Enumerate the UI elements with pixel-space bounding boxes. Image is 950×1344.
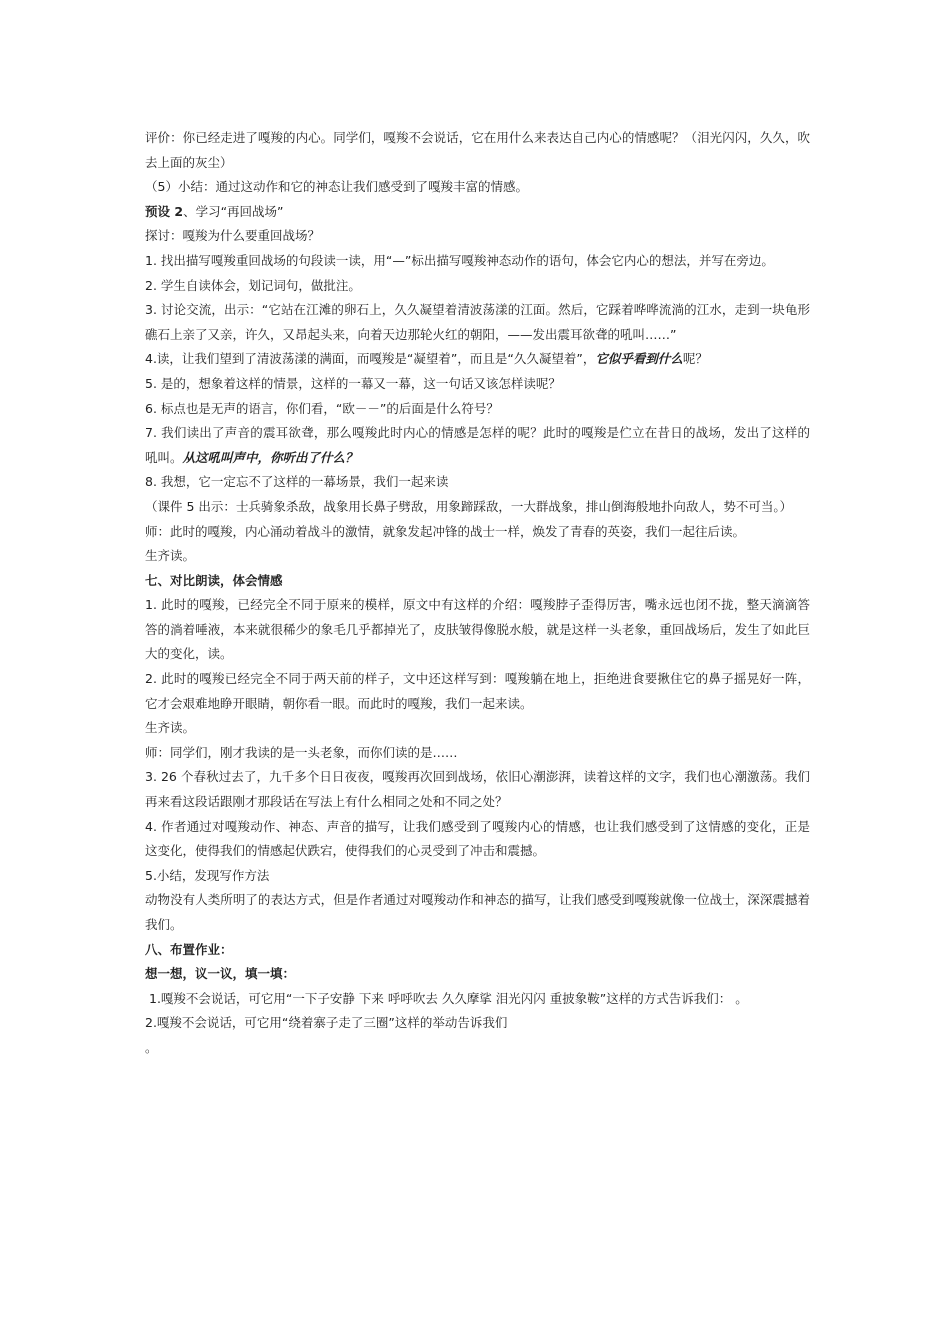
paragraph bbox=[145, 175, 810, 200]
paragraph bbox=[145, 667, 810, 716]
text-run: （课件 5 出示：士兵骑象杀敌，战象用长鼻子劈敌，用象蹄踩敌，一大群战象，排山倒海般地扑向敌人，势不可当。） bbox=[145, 498, 793, 514]
paragraph bbox=[145, 716, 810, 741]
paragraph bbox=[145, 470, 810, 495]
paragraph bbox=[145, 864, 810, 889]
paragraph bbox=[145, 274, 810, 299]
emphasis-text: 从这吼叫声中，你听出了什么？ bbox=[182, 449, 358, 465]
text-run: 4.读，让我们望到了清波荡漾的满面，而嘎羧是“凝望着”，而且是“久久凝望着”， bbox=[145, 351, 596, 367]
paragraph bbox=[145, 1036, 810, 1061]
paragraph bbox=[145, 298, 810, 347]
text-run: 1. 此时的嘎羧，已经完全不同于原来的模样，原文中有这样的介绍：嘎羧脖子歪得厉害，嘴永远也闭不拢，整天滴滴答答的淌着唾液，本来就很稀少的象毛几乎都掉光了，皮肤皱得像脱水般，就是这样一头老象，重回战场后，发生了如此巨大的变化，读。 bbox=[145, 597, 810, 662]
paragraph bbox=[145, 593, 810, 667]
text-run: 。 bbox=[145, 1039, 158, 1055]
text-run: 4. 作者通过对嘎羧动作、神态、声音的描写，让我们感受到了嘎羧内心的情感，也让我们感受到了这情感的变化，正是这变化，使得我们的情感起伏跌宕，使得我们的心灵受到了冲击和震撼。 bbox=[145, 818, 810, 859]
text-run: 3. 讨论交流，出示：“它站在江滩的卵石上，久久凝望着清波荡漾的江面。然后，它踩着哗哗流淌的江水，走到一块龟形礁石上亲了又亲，许久，又昂起头来，向着天边那轮火红的朝阳，——发出震耳欲聋的吼叫……” bbox=[145, 302, 810, 342]
emphasis-text: 七、对比朗读，体会情感 bbox=[145, 572, 283, 588]
paragraph bbox=[145, 200, 810, 225]
text-run: 动物没有人类所明了的表达方式，但是作者通过对嘎羧动作和神态的描写，让我们感受到嘎羧就像一位战士，深深震撼着我们。 bbox=[145, 892, 810, 932]
text-run: （5）小结：通过这动作和它的神态让我们感受到了嘎羧丰富的情感。 bbox=[145, 179, 528, 195]
emphasis-text: 它似乎看到什么 bbox=[595, 351, 683, 367]
text-run: 师：此时的嘎羧，内心涌动着战斗的激情，就象发起冲锋的战士一样，焕发了青春的英姿，我们一起往后读。 bbox=[145, 523, 746, 539]
text-run: 1.嘎羧不会说话，可它用“一下子安静 下来 呼呼吹去 久久摩挲 泪光闪闪 重披象鞍”这样的方式告诉我们： 。 bbox=[149, 990, 748, 1006]
paragraph bbox=[145, 888, 810, 937]
text-run: 2. 学生自读体会，划记词句，做批注。 bbox=[145, 277, 361, 293]
paragraph bbox=[145, 347, 810, 372]
text-run: 6. 标点也是无声的语言，你们看，“欧－－”的后面是什么符号？ bbox=[145, 400, 499, 416]
paragraph bbox=[145, 765, 810, 814]
emphasis-text: 想一想，议一议，填一填： bbox=[145, 966, 296, 982]
paragraph bbox=[145, 1011, 810, 1036]
text-run: 5. 是的，想象着这样的情景，这样的一幕又一幕，这一句话又该怎样读呢？ bbox=[145, 375, 561, 391]
paragraph bbox=[145, 126, 810, 175]
text-run: 探讨：嘎羧为什么要重回战场？ bbox=[145, 228, 321, 244]
paragraph bbox=[145, 987, 810, 1012]
paragraph bbox=[145, 520, 810, 545]
text-run: 师：同学们，刚才我读的是一头老象，而你们读的是…… bbox=[145, 744, 458, 760]
emphasis-text: 八、布置作业： bbox=[145, 941, 233, 957]
text-run: 呢？ bbox=[682, 351, 708, 367]
text-run: 生齐读。 bbox=[145, 548, 196, 564]
paragraph bbox=[145, 397, 810, 422]
emphasis-text: 预设 2 bbox=[145, 203, 184, 219]
paragraph bbox=[145, 815, 810, 864]
text-run: 、学习“再回战场” bbox=[183, 203, 284, 219]
text-run: 生齐读。 bbox=[145, 720, 196, 736]
text-run: 2.嘎羧不会说话，可它用“绕着寨子走了三圈”这样的举动告诉我们 bbox=[145, 1015, 508, 1031]
document-body bbox=[145, 126, 810, 1061]
text-run: 1. 找出描写嘎羧重回战场的句段读一读，用“—”标出描写嘎羧神态动作的语句，体会它内心的想法，并写在旁边。 bbox=[145, 252, 774, 268]
paragraph bbox=[145, 495, 810, 520]
text-run: 3. 26 个春秋过去了，九千多个日日夜夜，嘎羧再次回到战场，依旧心潮澎湃，读着这样的文字，我们也心潮激荡。我们再来看这段话跟刚才那段话在写法上有什么相同之处和不同之处？ bbox=[145, 769, 810, 810]
paragraph bbox=[145, 544, 810, 569]
text-run: 5.小结，发现写作方法 bbox=[145, 867, 270, 883]
paragraph bbox=[145, 569, 810, 594]
text-run: 8. 我想，它一定忘不了这样的一幕场景，我们一起来读 bbox=[145, 474, 449, 490]
paragraph bbox=[145, 741, 810, 766]
paragraph bbox=[145, 938, 810, 963]
text-run: 7. 我们读出了声音的震耳欲聋，那么嘎羧此时内心的情感是怎样的呢？此时的嘎羧是伫立在昔日的战场，发出了这样的吼叫。 bbox=[145, 425, 810, 465]
paragraph bbox=[145, 372, 810, 397]
paragraph bbox=[145, 224, 810, 249]
paragraph bbox=[145, 421, 810, 470]
paragraph bbox=[145, 962, 810, 987]
paragraph bbox=[145, 249, 810, 274]
text-run: 2. 此时的嘎羧已经完全不同于两天前的样子，文中还这样写到：嘎羧躺在地上，拒绝进食要揪住它的鼻子摇晃好一阵，它才会艰难地睁开眼睛，朝你看一眼。而此时的嘎羧，我们一起来读。 bbox=[145, 671, 810, 711]
text-run: 评价：你已经走进了嘎羧的内心。同学们，嘎羧不会说话，它在用什么来表达自己内心的情感呢？（泪光闪闪，久久，吹去上面的灰尘） bbox=[145, 130, 810, 170]
